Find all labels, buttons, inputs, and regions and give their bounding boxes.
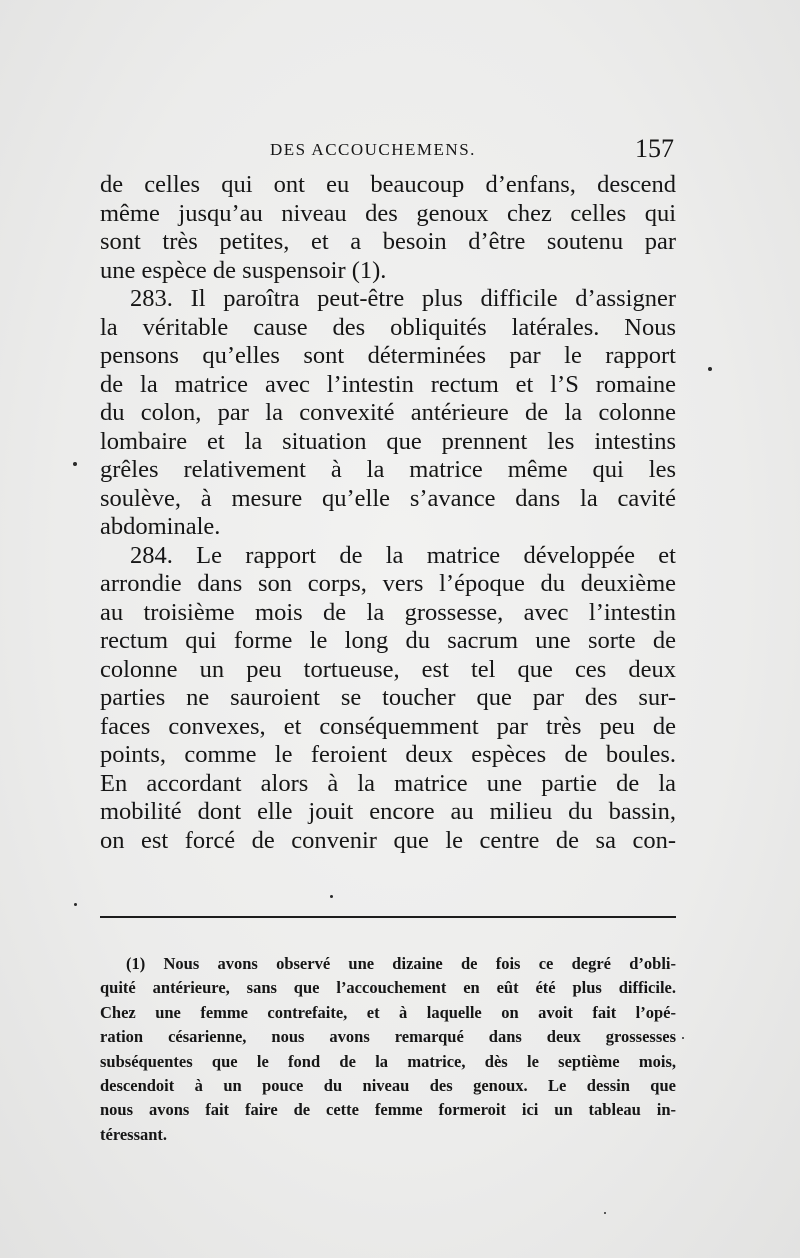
footnote-line: ration césarienne, nous avons remarqué dans deux grossesses — [100, 1027, 676, 1047]
paragraph-283-start: 283. Il paroîtra peut-être plus difficile d’assigner — [130, 285, 676, 312]
body-line: la véritable cause des obliquités latérales. Nous — [100, 313, 676, 341]
body-line: mobilité dont elle jouit encore au milieu du bassin, — [100, 798, 676, 825]
footnote-line: descendoit à un pouce du niveau des genoux. Le dessin que — [100, 1075, 676, 1095]
page-header — [100, 134, 676, 174]
page-number: 157 — [635, 134, 674, 163]
body-line: lombaire et la situation que prennent les intestins — [100, 427, 676, 455]
footnote-line: (1) Nous avons observé une dizaine de fois ce degré d’obli- — [126, 954, 676, 973]
running-title: DES ACCOUCHEMENS. — [270, 140, 476, 159]
body-line: au troisième mois de la grossesse, avec l’intestin — [100, 598, 676, 626]
ink-speck — [73, 462, 77, 466]
body-line: une espèce de suspensoir (1). — [100, 256, 387, 284]
ink-speck — [708, 367, 712, 371]
ink-speck — [682, 1037, 684, 1039]
body-line: grêles relativement à la matrice même qui les — [100, 456, 676, 483]
body-line: de la matrice avec l’intestin rectum et l’S romaine — [100, 370, 676, 398]
body-line: colonne un peu tortueuse, est tel que ces deux — [100, 655, 676, 683]
body-line: pensons qu’elles sont déterminées par le rapport — [100, 342, 676, 369]
footnote-line: nous avons fait faire de cette femme formeroit ici un tableau in- — [100, 1100, 676, 1120]
footnote-separator-rule — [100, 916, 676, 918]
body-text — [100, 171, 676, 855]
body-line: points, comme le feroient deux espèces de boules. — [100, 741, 676, 768]
footnote-line: Chez une femme contrefaite, et à laquelle on avoit fait l’opé- — [100, 1002, 676, 1022]
body-line: sont très petites, et a besoin d’être soutenu par — [100, 228, 676, 255]
footnote — [100, 952, 676, 1147]
body-line: En accordant alors à la matrice une partie de la — [100, 769, 676, 797]
body-line: faces convexes, et conséquemment par très peu de — [100, 712, 676, 740]
body-line: même jusqu’au niveau des genoux chez celles qui — [100, 199, 676, 227]
footnote-line: quité antérieure, sans que l’accouchement en eût été plus difficile. — [100, 978, 676, 998]
body-line: on est forcé de convenir que le centre de sa con- — [100, 826, 676, 854]
body-line: arrondie dans son corps, vers l’époque du deuxième — [100, 570, 676, 597]
ink-speck — [330, 895, 333, 898]
ink-speck — [74, 903, 77, 906]
body-line: abdominale. — [100, 513, 221, 540]
body-line: de celles qui ont eu beaucoup d’enfans, descend — [100, 171, 676, 198]
body-line: parties ne sauroient se toucher que par des sur- — [100, 684, 676, 711]
body-line: soulève, à mesure qu’elle s’avance dans la cavité — [100, 484, 676, 512]
footnote-line: téressant. — [100, 1124, 168, 1144]
body-line: rectum qui forme le long du sacrum une sorte de — [100, 627, 676, 654]
body-line: du colon, par la convexité antérieure de la colonne — [100, 399, 676, 426]
footnote-line: subséquentes que le fond de la matrice, dès le septième mois, — [100, 1051, 676, 1071]
ink-speck — [604, 1212, 606, 1214]
paragraph-284-start: 284. Le rapport de la matrice développée et — [130, 541, 676, 569]
